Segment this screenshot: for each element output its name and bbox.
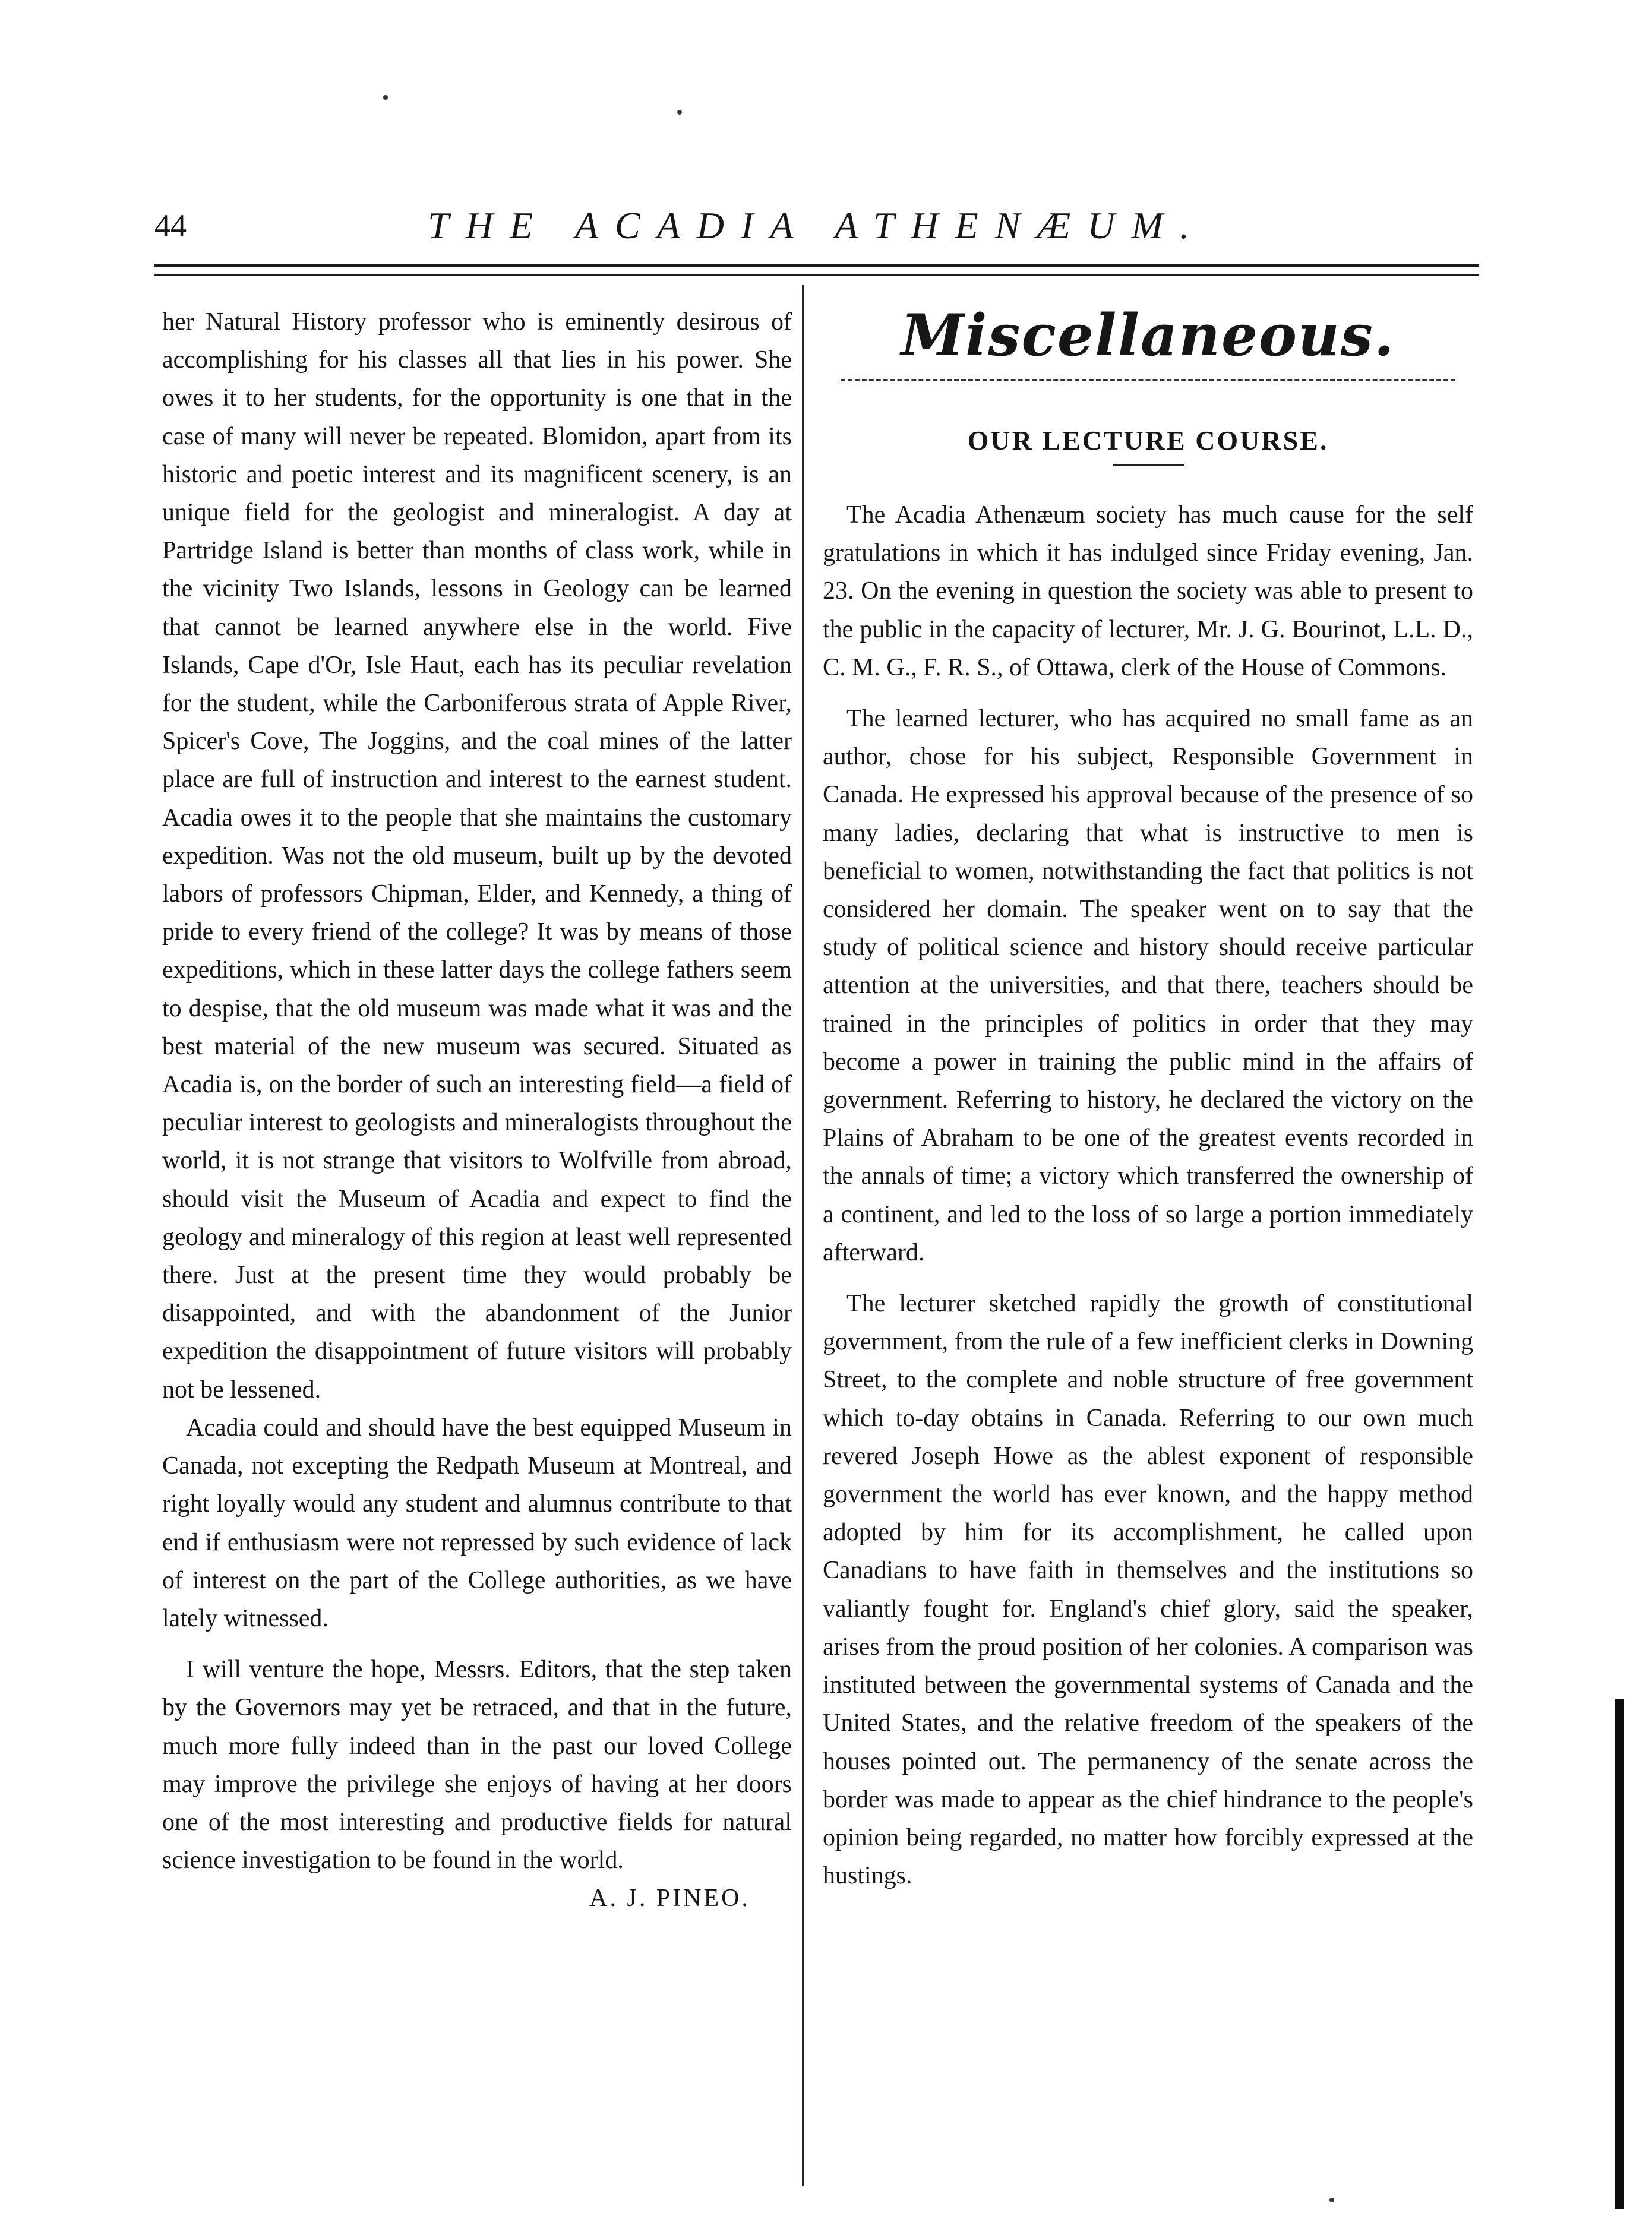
right-paragraph: The learned lecturer, who has acquired no small fame as an author, chose for his subject, Responsible Government in Canada. He expressed his approval because of the presence of so many ladies, declaring that what is instructive to men is beneficial to women, notwithstanding the fact that politics is not considered her domain. The speaker went on to say that the study of political science and history should receive particular attention at the universities, and that there, teachers should be trained in the principles of politics in order that they may become a power in training the public mind in the affairs of government. Referring to history, he declared the victory on the Plains of Abraham to be one of the greatest events recorded in the annals of time; a victory which transferred the ownership of a continent, and led to the loss of so large a portion immediately afterward. bbox=[823, 705, 1473, 1266]
right-paragraph: The Acadia Athenæum society has much cause for the self gratulations in which it has indulged since Friday evening, Jan. 23. On the evening in question the society was able to present to the public in the capacity of lecturer, Mr. J. G. Bourinot, L.L. D., C. M. G., F. R. S., of Ottawa, clerk of the House of Commons. bbox=[823, 501, 1473, 681]
section-dash-rule bbox=[841, 379, 1455, 381]
column-divider bbox=[802, 285, 804, 2186]
article-title-rule bbox=[1113, 464, 1184, 466]
section-title: Miscellaneous. bbox=[901, 302, 1395, 369]
left-column bbox=[162, 303, 792, 1918]
right-paragraph: The lecturer sketched rapidly the growth of constitutional government, from the rule of a few inefficient clerks in Downing Street, to the complete and noble structure of free government which to-day obtains in Canada. Referring to our own much revered Joseph Howe as the ablest exponent of responsible government the world has ever known, and the happy method adopted by him for its accomplishment, he called upon Canadians to have faith in themselves and the institutions so valiantly fought for. England's chief glory, said the speaker, arises from the proud position of her colonies. A comparison was instituted between the governmental systems of Canada and the United States, and the relative freedom of the speakers of the houses pointed out. The permanency of the senate across the border was made to appear as the chief hindrance to the people's opinion being regarded, no matter how forcibly expressed at the hustings. bbox=[823, 1290, 1473, 1890]
page-header bbox=[154, 196, 1479, 255]
left-paragraph: Acadia could and should have the best equipped Museum in Canada, not excepting the Redpath Museum at Montreal, and right loyally would any student and alumnus contribute to that end if enthusiasm were not repressed by such evidence of lack of interest on the part of the College authorities, as we have lately witnessed. bbox=[162, 1414, 792, 1632]
left-paragraph: I will venture the hope, Messrs. Editors, that the step taken by the Governors may yet be retraced, and that in the future, much more fully indeed than in the past our loved College may improve the privilege she enjoys of having at her doors one of the most interesting and productive fields for natural science investigation to be found in the world. bbox=[162, 1656, 792, 1875]
article-title: OUR LECTURE COURSE. bbox=[967, 425, 1329, 456]
header-rule-thin bbox=[154, 274, 1479, 276]
scan-speck bbox=[1329, 2198, 1334, 2202]
scan-speck bbox=[677, 110, 682, 115]
running-title: THE ACADIA ATHENÆUM. bbox=[428, 204, 1206, 246]
right-column bbox=[823, 303, 1473, 1895]
left-paragraph: her Natural History professor who is eminently desirous of accomplishing for his classes all that lies in his power. She owes it to her students, for the opportunity is one that in the case of many will never be repeated. Blomidon, apart from its historic and poetic interest and its magnificent scenery, is an unique field for the geologist and mineralogist. A day at Partridge Island is better than months of class work, while in the vicinity Two Islands, lessons in Geology can be learned that cannot be learned anywhere else in the world. Five Islands, Cape d'Or, Isle Haut, each has its peculiar revelation for the student, while the Carboniferous strata of Apple River, Spicer's Cove, The Joggins, and the coal mines of the latter place are full of instruction and interest to the earnest student. Acadia owes it to the people that she maintains the customary expedition. Was not the old museum, built up by the devoted labors of professors Chipman, Elder, and Kennedy, a thing of pride to every friend of the college? It was by means of those expeditions, which in these latter days the college fathers seem to despise, that the old museum was made what it was and the best material of the new museum was secured. Situated as Acadia is, on the border of such an interesting field—a field of peculiar interest to geologists and mineralogists throughout the world, it is not strange that visitors to Wolfville from abroad, should visit the Museum of Acadia and expect to find the geology and mineralogy of this region at least well represented there. Just at the present time they would probably be disappointed, and with the abandonment of the Junior expedition the disappointment of future visitors will probably not be lessened. bbox=[162, 308, 792, 1404]
scan-speck bbox=[383, 95, 388, 100]
header-rule-thick bbox=[154, 264, 1479, 267]
scan-edge-shadow bbox=[1615, 1699, 1624, 2209]
page-number: 44 bbox=[154, 208, 187, 244]
author-signature: A. J. PINEO. bbox=[589, 1885, 750, 1913]
